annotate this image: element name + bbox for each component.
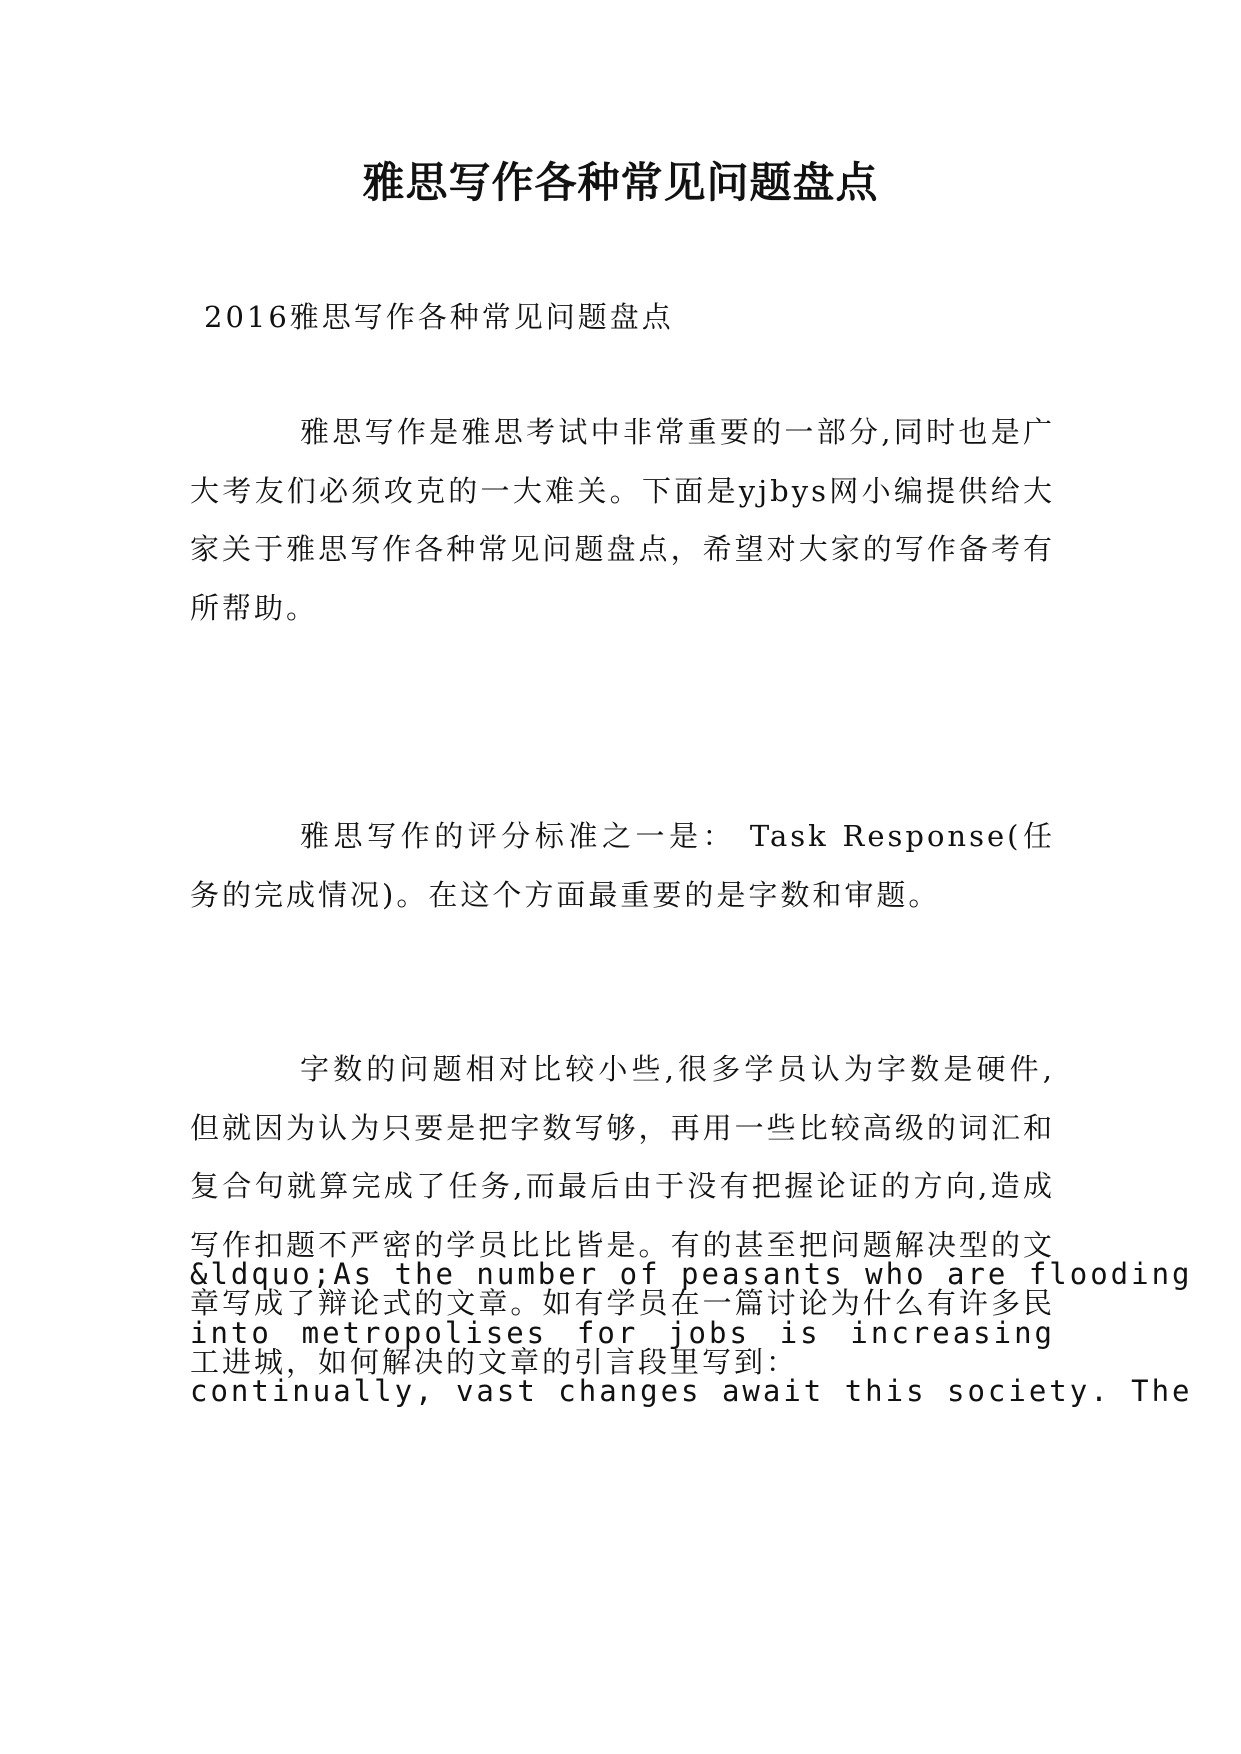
english-quote-line: into metropolises for jobs is increasing [190,1315,1055,1350]
paragraph-word-count: 字数的问题相对比较小些,很多学员认为字数是硬件,但就因为认为只要是把字数写够，再用一些比较高级的词汇和复合句就算完成了任务,而最后由于没有把握论证的方向,造成写作扣题不严密的学员比比皆是。有的甚至把问题解决型的文章写成了辩论式的文章。如有学员在一篇讨论为什么有许多民工进城，如何解决的文章的引言段里写到： [190,1052,1056,1379]
paragraph-english-quote [190,1245,1193,1421]
paragraph-intro: 雅思写作是雅思考试中非常重要的一部分,同时也是广大考友们必须攻克的一大难关。下面是yjbys网小编提供给大家关于雅思写作各种常见问题盘点，希望对大家的写作备考有所帮助。 [190,415,1055,625]
paragraph-task-response: 雅思写作的评分标准之一是： Task Response(任务的完成情况)。在这个方面最重要的是字数和审题。 [190,819,1055,912]
page-title: 雅思写作各种常见问题盘点 [362,158,879,207]
english-quote-line: &ldquo;As the number of peasants who are flooding [190,1257,1193,1291]
english-quote-line: continually, vast changes await this society. The [190,1374,1193,1408]
document-subtitle: 2016雅思写作各种常见问题盘点 [204,300,674,334]
